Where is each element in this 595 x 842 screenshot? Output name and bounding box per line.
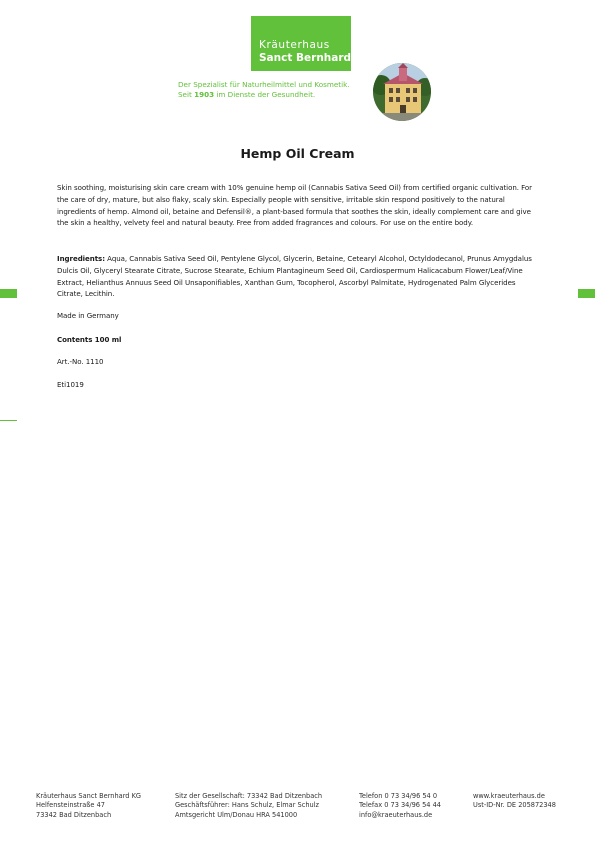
footer-legal <box>175 792 322 820</box>
tagline-year: 1903 <box>194 90 215 99</box>
footer-line: Geschäftsführer: Hans Schulz, Elmar Schulz <box>175 801 319 810</box>
footer-line: Amtsgericht Ulm/Donau HRA 541000 <box>175 810 298 819</box>
tagline-line-2 <box>178 90 378 100</box>
punch-mark-left <box>0 420 17 421</box>
brand-tagline <box>178 80 378 100</box>
logo-line-1: Kräuterhaus <box>259 39 330 51</box>
footer-contact <box>359 792 441 820</box>
footer-line: Helfensteinstraße 47 <box>36 801 105 810</box>
footer-line: Sitz der Gesellschaft: 73342 Bad Ditzenbach <box>175 792 323 800</box>
tagline-prefix: Seit <box>178 90 195 99</box>
logo-line-2: Sanct Bernhard <box>259 52 352 64</box>
ingredients-list: Aqua, Cannabis Sativa Seed Oil, Pentylene Glycol, Glycerin, Betaine, Cetearyl Alcohol, Octyldodecanol, Prunus Amygdalus Dulcis Oil, Glyceryl Stearate Citrate, Sucrose Stearate, Echium Plantagineum Seed Oil, Cardiospermum Halicacabum Flower/Leaf/Vine Extract, Helianthus Annuus Seed Oil Unsaponifiables, Xanthan Gum, Tocopherol, Ascorbyl Palmitate, Hydrogenated Palm Glycerides Citrate, Lecithin. <box>57 254 532 299</box>
made-in-text: Made in Germany <box>57 311 119 320</box>
article-number: Art.-No. 1110 <box>57 357 104 366</box>
footer-line: Telefon 0 73 34/96 54 0 <box>359 792 438 800</box>
footer-line: 73342 Bad Ditzenbach <box>36 810 112 819</box>
footer-web <box>473 792 556 811</box>
product-title: Hemp Oil Cream <box>240 146 355 161</box>
contents-text: Contents 100 ml <box>57 335 122 344</box>
tagline-suffix: im Dienste der Gesundheit. <box>214 90 316 99</box>
footer-line: Ust-ID-Nr. DE 205872348 <box>473 801 556 810</box>
footer-line: Telefax 0 73 34/96 54 44 <box>359 801 441 810</box>
fold-mark-right <box>578 289 595 298</box>
product-description: Skin soothing, moisturising skin care cream with 10% genuine hemp oil (Cannabis Sativa Seed Oil) from certified organic cultivation. For the care of dry, mature, but also flaky, scaly skin. Especially people with sensitive, irritable skin respond positively to the natural ingredients of hemp. Almond oil, betaine and Defensil®, a plant-based formula that soothes the skin, ideally complement care and give the skin a healthy, velvety feel and natural beauty. Free from added fragrances and colours. For use on the entire body. <box>57 183 532 228</box>
footer-email-link[interactable]: info@kraeuterhaus.de <box>359 810 433 819</box>
fold-mark-left <box>0 289 17 298</box>
footer-website-link[interactable]: www.kraeuterhaus.de <box>473 792 545 800</box>
brand-logo <box>251 16 351 71</box>
tagline-line-1: Der Spezialist für Naturheilmittel und Kosmetik. <box>178 80 350 89</box>
eti-code: Eti1019 <box>57 380 84 389</box>
footer-line: Kräuterhaus Sanct Bernhard KG <box>36 792 142 800</box>
ingredients-block <box>57 253 539 300</box>
footer-company <box>36 792 141 820</box>
building-photo <box>373 63 431 121</box>
ingredients-label: Ingredients: <box>57 254 105 263</box>
